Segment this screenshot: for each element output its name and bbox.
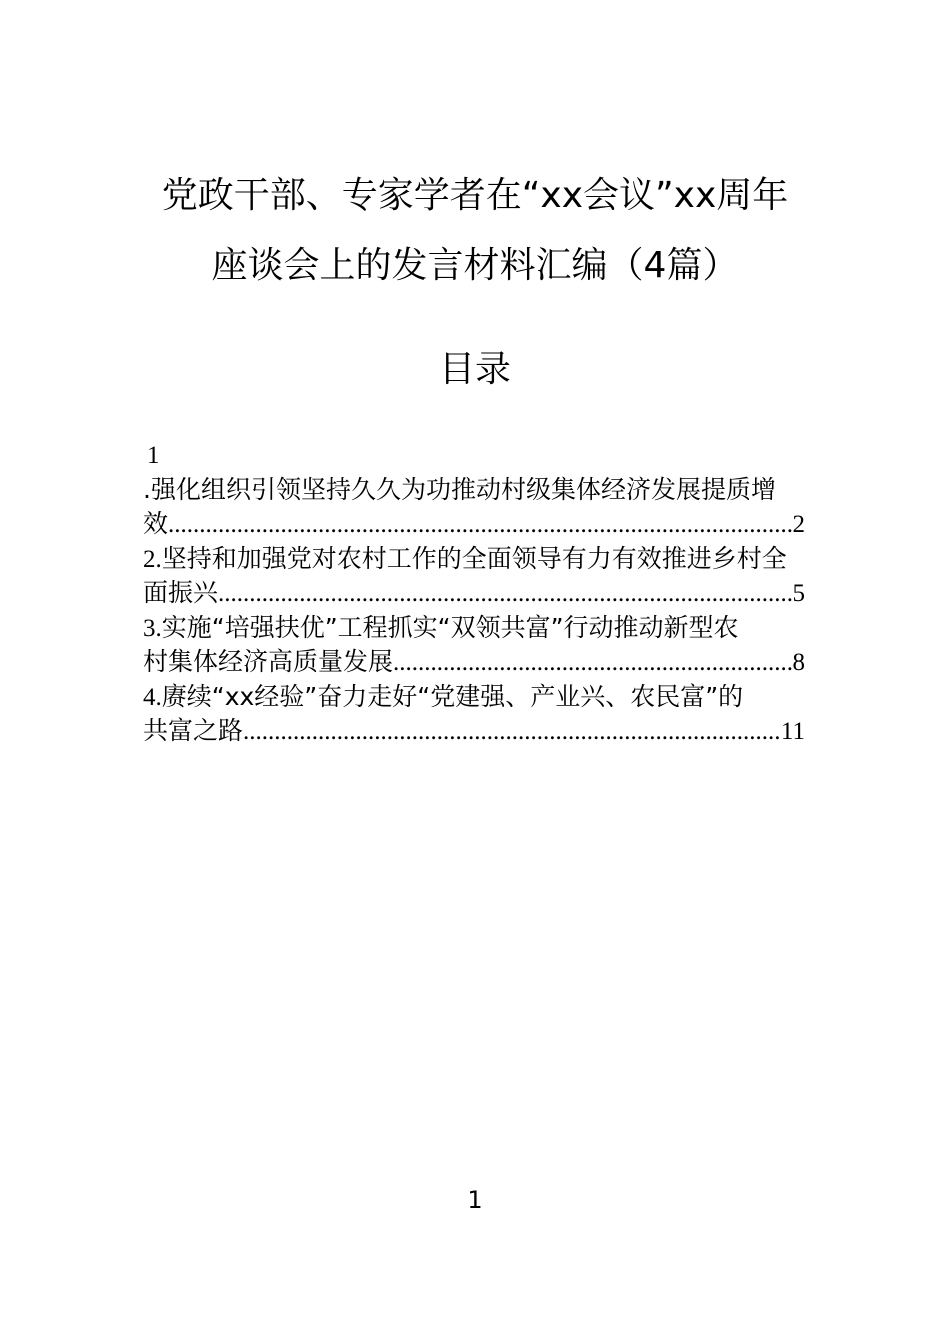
toc-heading: 目录 [438, 349, 511, 390]
toc-entry-3-text: 实施“培强扶优”工程抓实“双领共富”行动推动新型农 [161, 612, 739, 642]
toc-entry-1-number: 1 [147, 442, 160, 469]
table-of-contents [143, 438, 805, 749]
toc-entry-1-line1[interactable]: .强化组织引领坚持久久为功推动村级集体经济发展提质增 [143, 474, 776, 504]
toc-entry-1-page: 2 [792, 511, 805, 538]
toc-entry-2-page: 5 [792, 580, 805, 607]
toc-entry-4[interactable] [143, 714, 805, 749]
toc-entry-3-line1[interactable] [143, 611, 805, 646]
toc-entry-3-page: 8 [792, 649, 805, 676]
toc-entry-2-text: 坚持和加强党对农村工作的全面领导有力有效推进乡村全 [161, 543, 787, 573]
toc-entry-2-line1[interactable] [143, 542, 805, 577]
toc-entry-1[interactable] [143, 507, 805, 542]
leader-dots [218, 577, 792, 611]
leader-dots [393, 646, 792, 680]
page-number: 1 [467, 1186, 483, 1214]
leader-dots [168, 508, 792, 542]
document-title-line-1: 党政干部、专家学者在“xx会议”xx周年 [161, 175, 789, 216]
toc-entry-2[interactable] [143, 576, 805, 611]
toc-entry-2-number: 2. [143, 545, 162, 573]
toc-entry-4-text: 赓续“xx经验”奋力走好“党建强、产业兴、农民富”的 [161, 681, 744, 711]
toc-entry-3[interactable] [143, 645, 805, 680]
toc-entry-4-line1[interactable] [143, 680, 805, 715]
toc-entry-1-line2: 效 [143, 509, 169, 538]
document-title-line-2: 座谈会上的发言材料汇编（4篇） [211, 245, 739, 286]
toc-entry-2-line2: 面振兴 [143, 578, 219, 607]
toc-entry-3-number: 3. [143, 614, 162, 642]
toc-entry-3-line2: 村集体经济高质量发展 [143, 647, 394, 676]
leader-dots [243, 715, 781, 749]
toc-entry-4-line2: 共富之路 [143, 716, 244, 745]
toc-entry-4-page: 11 [780, 718, 805, 745]
toc-entry-4-number: 4. [143, 683, 162, 711]
